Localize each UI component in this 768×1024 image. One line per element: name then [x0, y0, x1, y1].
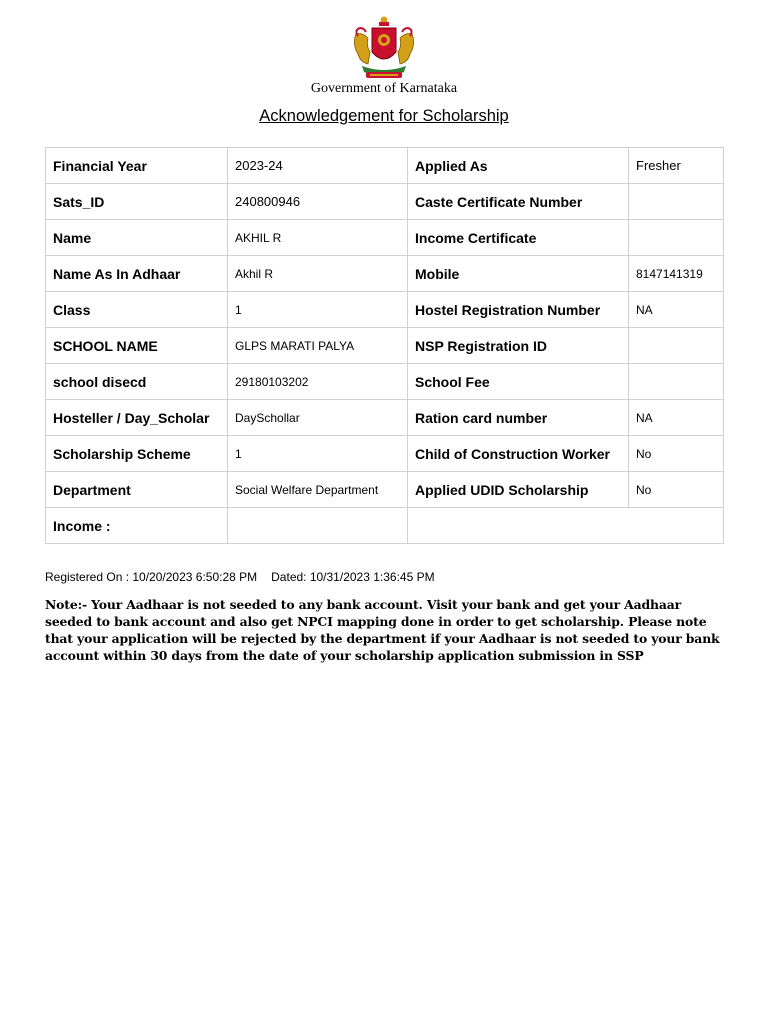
table-row	[46, 292, 724, 328]
income-certificate-label: Income Certificate	[408, 220, 629, 256]
caste-certificate-value	[629, 184, 724, 220]
financial-year-label: Financial Year	[46, 148, 228, 184]
mobile-value: 8147141319	[629, 256, 724, 292]
name-value: AKHIL R	[228, 220, 408, 256]
table-row	[46, 148, 724, 184]
ration-card-label: Ration card number	[408, 400, 629, 436]
name-label: Name	[46, 220, 228, 256]
income-certificate-value	[629, 220, 724, 256]
class-label: Class	[46, 292, 228, 328]
table-row	[46, 472, 724, 508]
page-title: Acknowledgement for Scholarship	[259, 107, 509, 125]
table-row	[46, 220, 724, 256]
school-name-value: GLPS MARATI PALYA	[228, 328, 408, 364]
dated-text: Dated: 10/31/2023 1:36:45 PM	[271, 570, 435, 584]
class-value: 1	[228, 292, 408, 328]
table-row	[46, 364, 724, 400]
sats-id-value: 240800946	[228, 184, 408, 220]
name-as-in-adhaar-label: Name As In Adhaar	[46, 256, 228, 292]
school-fee-label: School Fee	[408, 364, 629, 400]
scholarship-scheme-value: 1	[228, 436, 408, 472]
financial-year-value: 2023-24	[228, 148, 408, 184]
income-value	[228, 508, 408, 544]
name-as-in-adhaar-value: Akhil R	[228, 256, 408, 292]
empty-cell	[408, 508, 724, 544]
table-row	[46, 508, 724, 544]
income-label: Income :	[46, 508, 228, 544]
hosteller-day-scholar-value: DaySchollar	[228, 400, 408, 436]
applied-as-label: Applied As	[408, 148, 629, 184]
school-disecd-value: 29180103202	[228, 364, 408, 400]
table-row	[46, 436, 724, 472]
caste-certificate-label: Caste Certificate Number	[408, 184, 629, 220]
department-value: Social Welfare Department	[228, 472, 408, 508]
registration-dates	[45, 570, 435, 584]
applied-as-value: Fresher	[629, 148, 724, 184]
aadhaar-seeding-note: Note:- Your Aadhaar is not seeded to any bank account. Visit your bank and get your Aadhaar seeded to bank account and also get NPCI mapping done in order to get scholarship. Please note that your application will be rejected by the department if your Aadhaar is not seeded to your bank account within 30 days from the date of your scholarship application submission in SSP	[45, 597, 720, 663]
ration-card-value: NA	[629, 400, 724, 436]
department-label: Department	[46, 472, 228, 508]
hosteller-day-scholar-label: Hosteller / Day_Scholar	[46, 400, 228, 436]
nsp-registration-label: NSP Registration ID	[408, 328, 629, 364]
table-row	[46, 256, 724, 292]
school-name-label: SCHOOL NAME	[46, 328, 228, 364]
scholarship-details-table	[45, 147, 724, 544]
udid-scholarship-label: Applied UDID Scholarship	[408, 472, 629, 508]
registered-on-text: Registered On : 10/20/2023 6:50:28 PM	[45, 570, 258, 584]
scholarship-scheme-label: Scholarship Scheme	[46, 436, 228, 472]
hostel-registration-value: NA	[629, 292, 724, 328]
government-title: Government of Karnataka	[310, 81, 458, 96]
mobile-label: Mobile	[408, 256, 629, 292]
school-disecd-label: school disecd	[46, 364, 228, 400]
table-row	[46, 184, 724, 220]
sats-id-label: Sats_ID	[46, 184, 228, 220]
construction-worker-value: No	[629, 436, 724, 472]
school-fee-value	[629, 364, 724, 400]
construction-worker-label: Child of Construction Worker	[408, 436, 629, 472]
nsp-registration-value	[629, 328, 724, 364]
table-row	[46, 400, 724, 436]
karnataka-emblem-icon	[348, 14, 420, 84]
udid-scholarship-value: No	[629, 472, 724, 508]
hostel-registration-label: Hostel Registration Number	[408, 292, 629, 328]
table-row	[46, 328, 724, 364]
